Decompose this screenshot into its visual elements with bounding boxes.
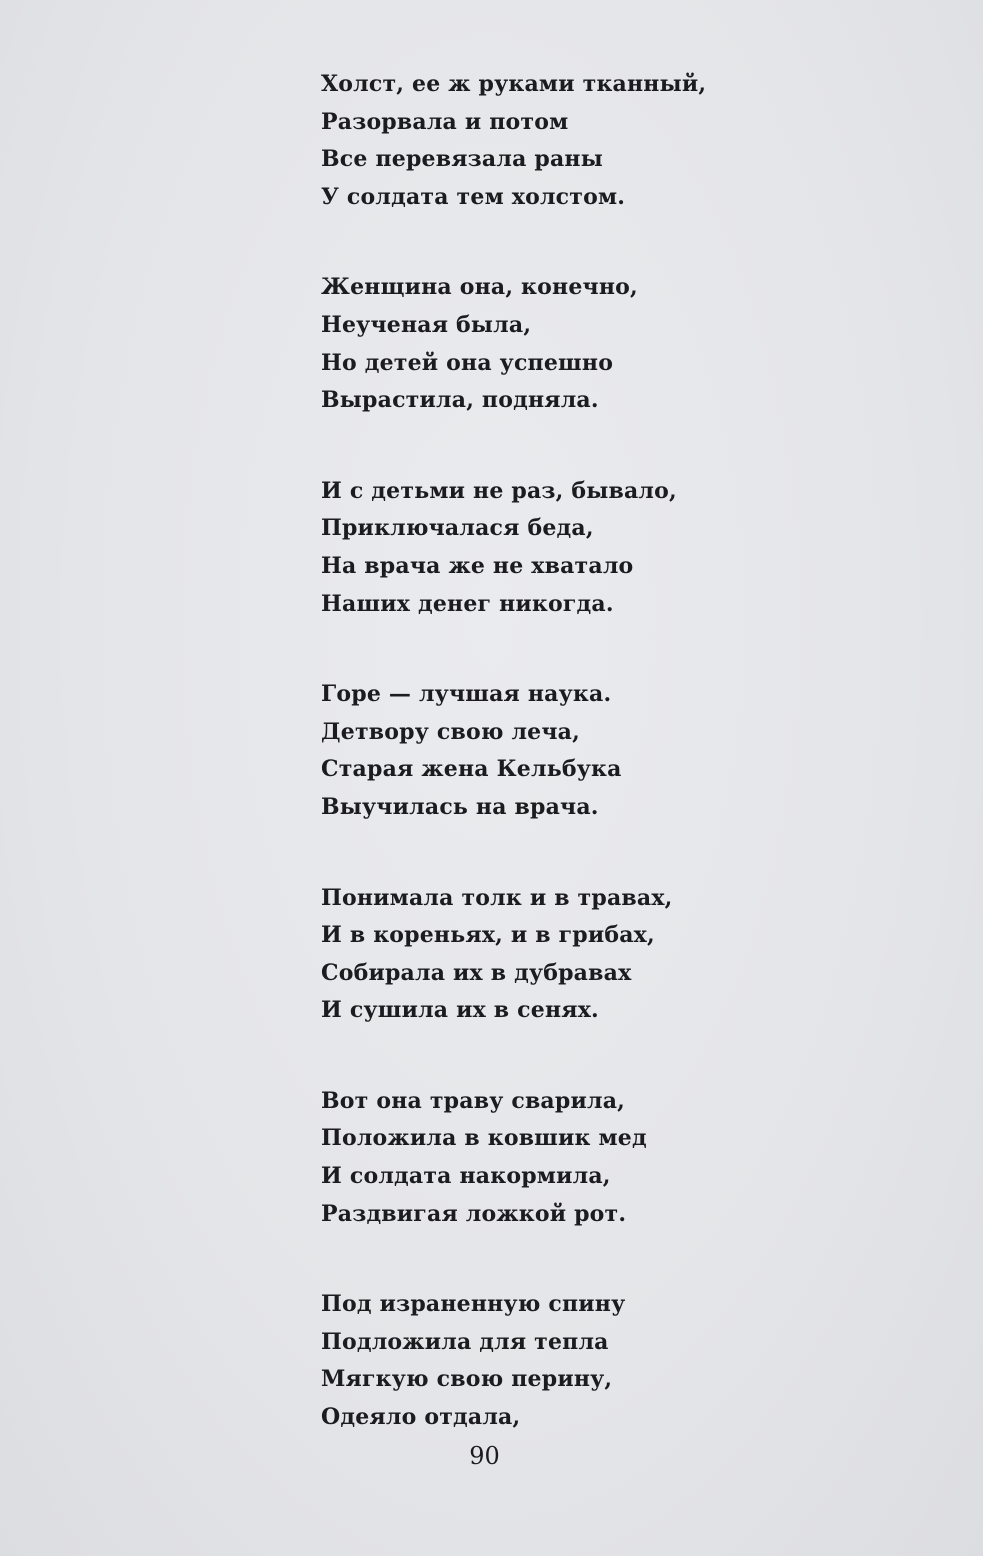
poem-line: Под израненную спину (321, 1291, 626, 1318)
poem-line: Раздвигая ложкой рот. (321, 1200, 627, 1227)
page-number (0, 1442, 983, 1470)
poem-line: Все перевязала раны (321, 146, 603, 173)
poem-line: Но детей она успешно (321, 349, 614, 376)
poem-line: Вырастила, подняла. (321, 387, 599, 414)
poem-line: У солдата тем холстом. (321, 183, 626, 210)
poem-line: Старая жена Кельбука (321, 756, 622, 783)
poem-line: Женщина она, конечно, (321, 274, 638, 301)
stanza-7 (321, 1286, 881, 1436)
poem-line: Положила в ковшик мед (321, 1125, 647, 1152)
stanza-3 (321, 473, 881, 623)
stanza-2 (321, 269, 881, 419)
poem-line: Детвору свою леча, (321, 718, 580, 745)
poem-line: И в кореньях, и в грибах, (321, 922, 655, 949)
poem-body (321, 66, 881, 1437)
poem-line: Холст, ее ж руками тканный, (321, 71, 707, 97)
poem-line: Подложила для тепла (321, 1328, 609, 1355)
poem-line: Одеяло отдала, (321, 1404, 521, 1431)
poem-line: Разорвала и потом (321, 108, 569, 135)
stanza-4 (321, 676, 881, 826)
poem-line: Вот она траву сварила, (321, 1087, 626, 1114)
poem-line: И солдата накормила, (321, 1163, 611, 1190)
poem-line: Мягкую свою перину, (321, 1366, 613, 1393)
poem-line: Выучилась на врача. (321, 793, 599, 820)
stanza-5 (321, 880, 881, 1030)
poem-line: На врача же не хватало (321, 552, 634, 579)
stanza-6 (321, 1083, 881, 1233)
poem-line: Неученая была, (321, 311, 532, 338)
poem-line: И сушила их в сенях. (321, 997, 599, 1024)
poem-line: Понимала толк и в травах, (321, 884, 673, 911)
poem-line: Наших денег никогда. (321, 590, 614, 617)
poem-line: И с детьми не раз, бывало, (321, 477, 677, 504)
stanza-1 (321, 66, 881, 216)
poem-line: Собирала их в дубравах (321, 959, 632, 986)
poem-line: Горе — лучшая наука. (321, 681, 612, 708)
poem-line: Приключалася беда, (321, 515, 594, 542)
page-number-text: 90 (469, 1442, 500, 1470)
